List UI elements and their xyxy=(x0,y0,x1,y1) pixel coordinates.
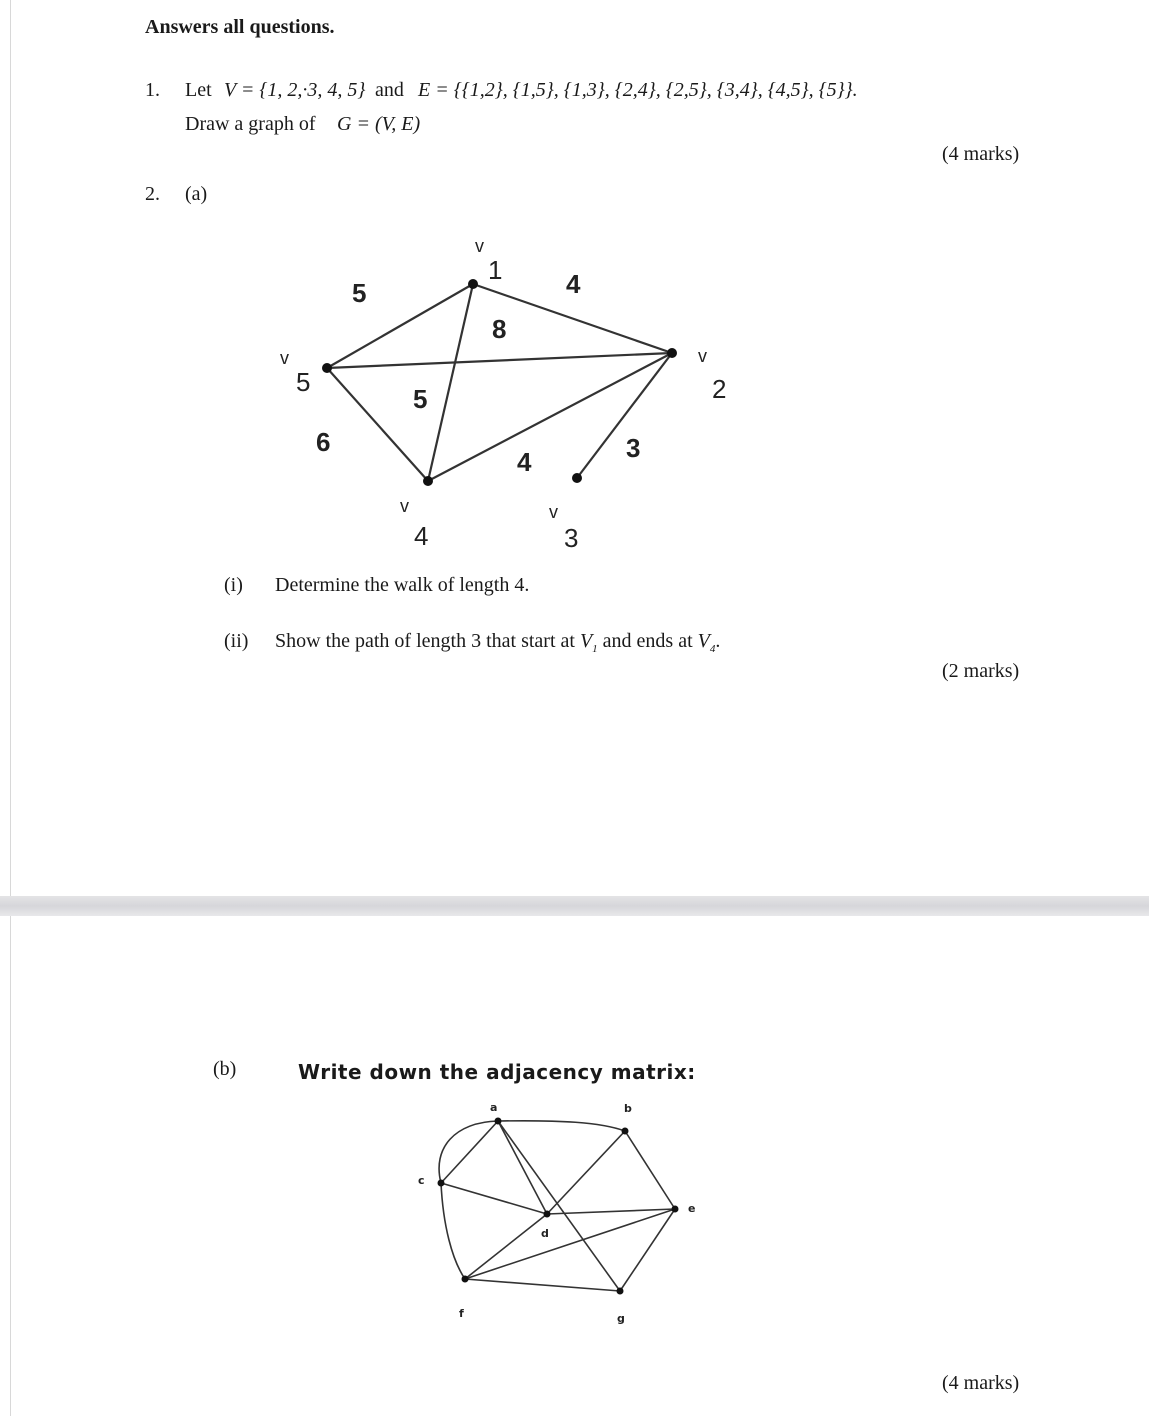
label-v3-sub: 3 xyxy=(564,523,579,553)
vertex-v1-ref-letter: V xyxy=(579,630,593,652)
q1-let: Let xyxy=(185,79,212,101)
q2-sub-ii-text-b: and ends at xyxy=(602,630,693,652)
weight-v4-v2: 4 xyxy=(517,447,532,477)
q1-and: and xyxy=(375,79,404,101)
label-v5-letter: v xyxy=(280,348,289,368)
q2-sub-ii-number: (ii) xyxy=(224,630,249,652)
edge-f-g xyxy=(465,1279,620,1291)
vertex-d xyxy=(544,1211,551,1218)
edge-e-g xyxy=(620,1209,675,1291)
instruction-heading: Answers all questions. xyxy=(145,16,335,38)
vertex-v1-ref-sub: 1 xyxy=(592,643,598,655)
label-v1-sub: 1 xyxy=(488,255,503,285)
weight-v5-v2: 8 xyxy=(492,314,507,344)
q2-sub-i-number: (i) xyxy=(224,574,243,596)
edge-a-b xyxy=(498,1121,625,1131)
q2-part-b-label: (b) xyxy=(213,1058,237,1080)
q1-marks: (4 marks) xyxy=(942,143,1020,165)
vertex-e xyxy=(672,1206,679,1213)
label-v1-letter: v xyxy=(475,236,484,256)
q2b-marks: (4 marks) xyxy=(942,1372,1020,1394)
label-a: a xyxy=(490,1101,498,1114)
weight-v1-v4: 5 xyxy=(413,384,428,414)
label-g: g xyxy=(617,1312,625,1325)
vertex-v4-ref-letter: V xyxy=(697,630,710,652)
vertex-f xyxy=(462,1276,469,1283)
edge-d-f xyxy=(465,1214,547,1279)
q1-graph-math: G = (V, E) xyxy=(337,113,421,135)
q1-vertex-set: V = {1, 2,·3, 4, 5} xyxy=(224,79,366,101)
edge-a-d xyxy=(498,1121,547,1214)
edge-a-c-straight xyxy=(441,1121,498,1183)
edge-b-e xyxy=(625,1131,675,1209)
vertex-a xyxy=(495,1118,502,1125)
weight-v2-v3: 3 xyxy=(626,433,641,463)
graph-b-edges xyxy=(439,1121,675,1291)
q2a-marks: (2 marks) xyxy=(942,660,1020,682)
label-v3-letter: v xyxy=(549,502,558,522)
vertex-b xyxy=(622,1128,629,1135)
q1-instruction: Draw a graph of xyxy=(185,113,316,135)
vertex-c xyxy=(438,1180,445,1187)
weight-v1-v2: 4 xyxy=(566,269,581,299)
q2-sub-ii-text-a: Show the path of length 3 that start at xyxy=(275,630,575,652)
label-v5-sub: 5 xyxy=(296,367,311,397)
label-v4-sub: 4 xyxy=(414,521,429,551)
q2-sub-ii-period: . xyxy=(715,630,721,652)
vertex-g xyxy=(617,1288,624,1295)
edge-b-d xyxy=(547,1131,625,1214)
edge-e-f xyxy=(465,1209,675,1279)
edge-c-d xyxy=(441,1183,547,1214)
weight-v1-v5: 5 xyxy=(352,278,367,308)
label-d: d xyxy=(541,1227,549,1240)
label-f: f xyxy=(459,1307,464,1320)
label-v4-letter: v xyxy=(400,496,409,516)
q1-edge-set: E = {{1,2}, {1,5}, {1,3}, {2,4}, {2,5}, {3,4}, {4,5}, {5}}. xyxy=(418,79,858,101)
label-c: c xyxy=(418,1174,425,1187)
label-e: e xyxy=(688,1202,696,1215)
weight-v5-v4: 6 xyxy=(316,427,331,457)
q2-part-a-label: (a) xyxy=(185,183,208,205)
q2-number: 2. xyxy=(145,183,160,205)
label-b: b xyxy=(624,1102,632,1115)
label-v2-sub: 2 xyxy=(712,374,727,404)
q2-part-b-text: Write down the adjacency matrix: xyxy=(298,1060,696,1084)
q1-number: 1. xyxy=(145,79,160,101)
edge-a-g xyxy=(498,1121,620,1291)
label-v2-letter: v xyxy=(698,346,707,366)
edge-c-f xyxy=(441,1183,465,1279)
q2-sub-i-text: Determine the walk of length 4. xyxy=(275,574,530,596)
edge-d-e xyxy=(547,1209,675,1214)
vertex-v4-ref-sub: 4 xyxy=(709,643,716,655)
